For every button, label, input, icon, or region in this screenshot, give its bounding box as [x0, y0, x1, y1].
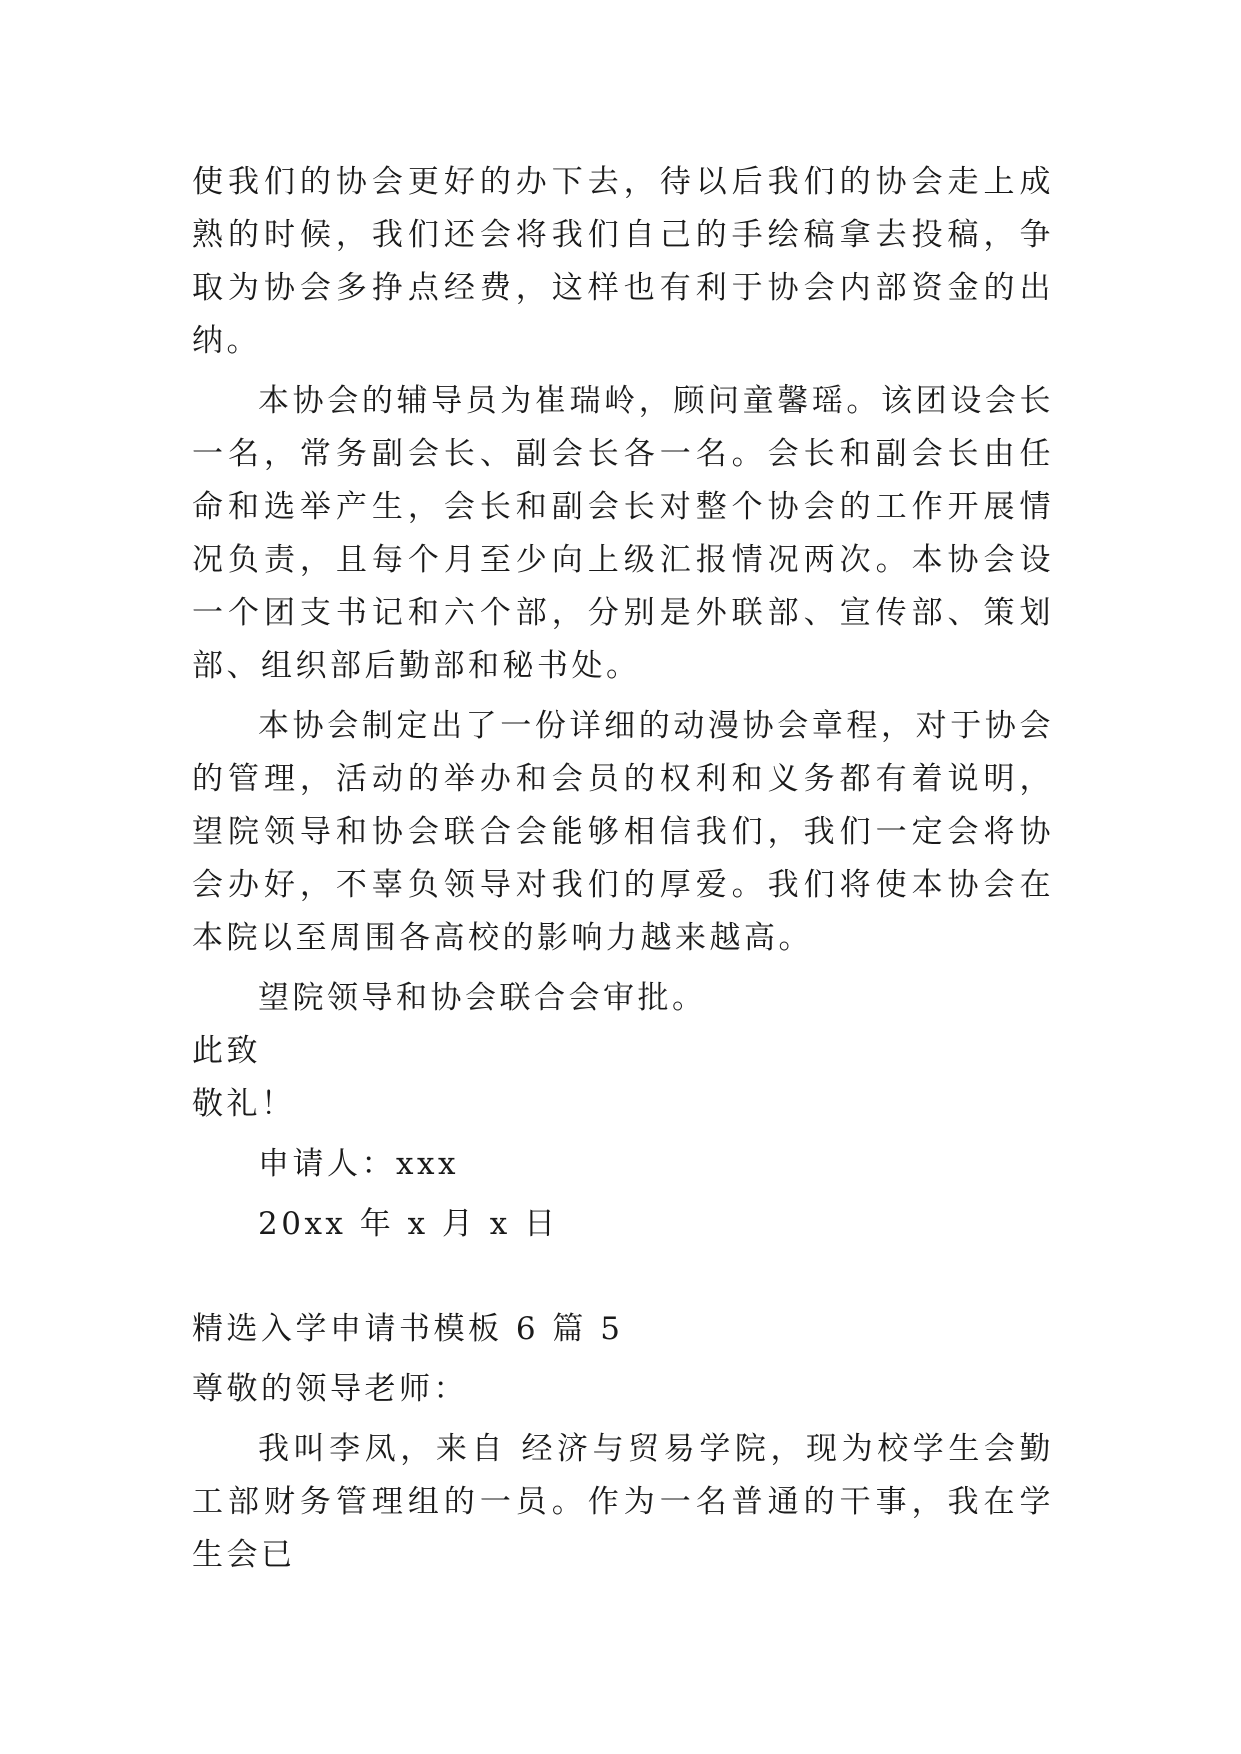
paragraph-advisors: 本协会的辅导员为崔瑞岭，顾问童馨瑶。该团设会长一名，常务副会长、副会长各一名。会长和副会长由任命和选举产生，会长和副会长对整个协会的工作开展情况负责，且每个月至少向上级汇报情况两次。本协会设一个团支书记和六个部，分别是外联部、宣传部、策划部、组织部后勤部和秘书处。	[192, 383, 1054, 684]
paragraph-gap	[192, 1191, 1054, 1198]
paragraph-continuation: 使我们的协会更好的办下去，待以后我们的协会走上成熟的时候，我们还会将我们自己的手绘稿拿去投稿，争取为协会多挣点经费，这样也有利于协会内部资金的出纳。	[192, 164, 1054, 359]
paragraph-introduction: 我叫李凤，来自 经济与贸易学院，现为校学生会勤工部财务管理组的一员。作为一名普通的干事，我在学生会已	[192, 1431, 1054, 1573]
paragraph-gap	[192, 1356, 1054, 1363]
section-gap	[192, 1251, 1054, 1303]
paragraph-gap	[192, 368, 1054, 375]
document-body	[192, 156, 1054, 1582]
signature-date: 20xx 年 x 月 x 日	[258, 1206, 559, 1242]
closing-line-1: 此致	[192, 1033, 261, 1069]
paragraph-gap	[192, 1416, 1054, 1423]
paragraph-gap	[192, 965, 1054, 972]
paragraph-request-approval: 望院领导和协会联合会审批。	[258, 980, 707, 1016]
paragraph-gap	[192, 1131, 1054, 1138]
paragraph-charter: 本协会制定出了一份详细的动漫协会章程，对于协会的管理，活动的举办和会员的权利和义务都有着说明，望院领导和协会联合会能够相信我们，我们一定会将协会办好，不辜负领导对我们的厚爱。我们将使本协会在本院以至周围各高校的影响力越来越高。	[192, 708, 1054, 956]
closing-line-2: 敬礼！	[192, 1086, 296, 1122]
section-title: 精选入学申请书模板 6 篇 5	[192, 1311, 624, 1347]
salutation: 尊敬的领导老师：	[192, 1371, 468, 1407]
paragraph-gap	[192, 693, 1054, 700]
applicant-signature: 申请人：xxx	[258, 1146, 459, 1182]
